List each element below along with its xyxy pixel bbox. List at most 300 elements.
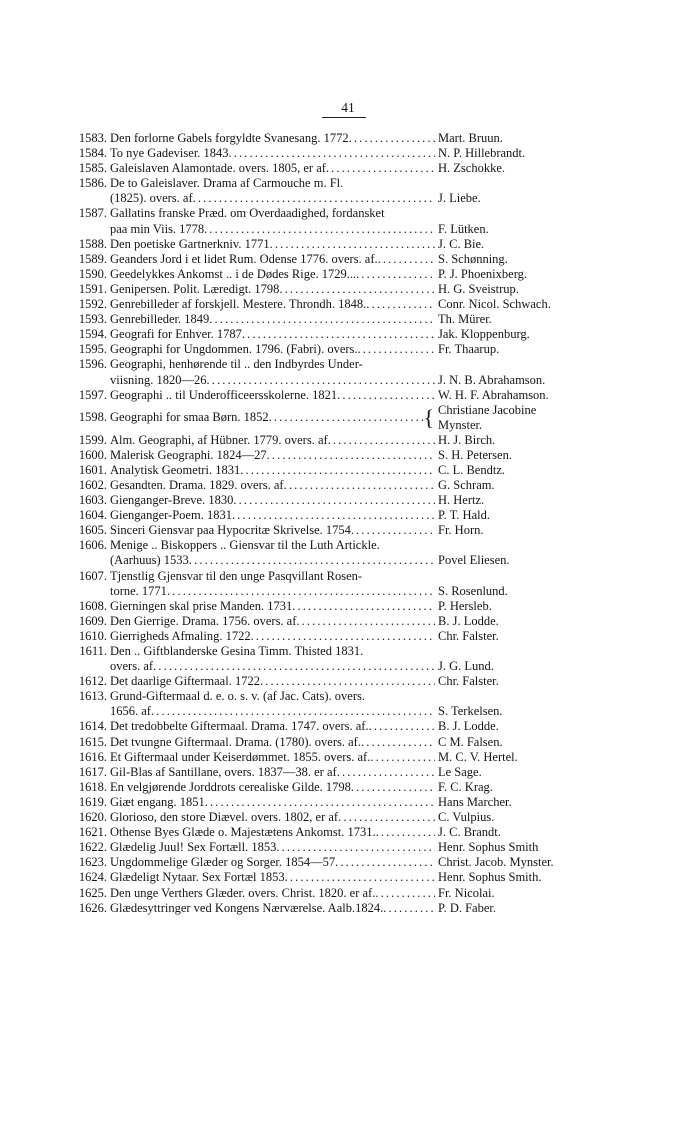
entry-body xyxy=(110,825,593,840)
entry-title: Glædeligt Nytaar. Sex Fortæl 1853 xyxy=(110,870,285,885)
entry-number: 1599. xyxy=(78,432,107,447)
entry-number: 1622. xyxy=(78,840,107,855)
catalog-entry xyxy=(73,599,593,614)
entry-number: 1609. xyxy=(78,613,107,628)
dot-leader xyxy=(251,629,435,644)
entry-body xyxy=(110,886,593,901)
entry-number: 1617. xyxy=(78,764,107,779)
dot-leader xyxy=(232,508,435,523)
entry-line xyxy=(110,237,593,252)
entry-line xyxy=(110,373,593,388)
entry-number: 1606. xyxy=(78,538,107,553)
entry-author: Henr. Sophus Smith xyxy=(438,840,539,855)
entry-title: Geographi, henhørende til .. den Indbyrdes Under- xyxy=(110,357,363,372)
entry-title-continuation: (Aarhuus) 1533 xyxy=(110,553,189,568)
entry-title: Giæt engang. 1851 xyxy=(110,794,205,809)
entry-author: J. G. Lund. xyxy=(438,659,494,674)
entry-line xyxy=(110,297,593,312)
entry-number: 1587. xyxy=(78,206,107,221)
entry-author: Th. Mürer. xyxy=(438,312,492,327)
catalog-entry xyxy=(73,448,593,463)
entry-author xyxy=(435,403,593,433)
entry-author: S. Terkelsen. xyxy=(438,704,503,719)
catalog-entry xyxy=(73,795,593,810)
dot-leader xyxy=(338,810,435,825)
entry-number: 1626. xyxy=(78,900,107,915)
entry-number: 1624. xyxy=(78,870,107,885)
entry-line xyxy=(110,493,593,508)
entry-line xyxy=(110,191,593,206)
entry-author: P. Hersleb. xyxy=(438,598,492,613)
dot-leader xyxy=(189,553,435,568)
catalog-entry xyxy=(73,825,593,840)
entry-number: 1585. xyxy=(78,161,107,176)
entry-author: J. C. Brandt. xyxy=(438,825,501,840)
entry-author: J. C. Bie. xyxy=(438,236,485,251)
entry-title: Ungdommelige Glæder og Sorger. 1854—57 xyxy=(110,855,336,870)
entry-author: Mart. Bruun. xyxy=(438,131,503,145)
dot-leader xyxy=(204,222,435,237)
entry-line xyxy=(110,704,593,719)
entry-author: H. Zschokke. xyxy=(438,161,505,176)
dot-leader xyxy=(151,704,435,719)
catalog-entry xyxy=(73,840,593,855)
entry-line xyxy=(110,403,593,433)
entry-body xyxy=(110,327,593,342)
entry-number: 1592. xyxy=(78,297,107,312)
entry-body xyxy=(110,176,593,206)
entry-author: J. Liebe. xyxy=(438,191,481,206)
entry-title: Analytisk Geometri. 1831 xyxy=(110,462,241,477)
entry-title: Genrebilleder. 1849 xyxy=(110,312,210,327)
dot-leader xyxy=(375,886,435,901)
entry-author: Conr. Nicol. Schwach. xyxy=(438,297,551,312)
entry-author-line: Mynster. xyxy=(438,417,483,432)
dot-leader xyxy=(376,825,435,840)
entry-body xyxy=(110,674,593,689)
entry-title: Malerisk Geographi. 1824—27 xyxy=(110,447,267,462)
catalog-entry xyxy=(73,780,593,795)
entry-line xyxy=(110,161,593,176)
catalog-entry xyxy=(73,644,593,674)
dot-leader xyxy=(328,433,435,448)
catalog-entry xyxy=(73,463,593,478)
catalog-entry xyxy=(73,342,593,357)
entry-line xyxy=(110,750,593,765)
entry-body xyxy=(110,870,593,885)
entry-author: B. J. Lodde. xyxy=(438,719,499,734)
dot-leader xyxy=(267,448,435,463)
entry-line xyxy=(110,312,593,327)
entry-author: J. N. B. Abrahamson. xyxy=(438,372,546,387)
entry-title: Det tvungne Giftermaal. Drama. (1780). overs. af. xyxy=(110,734,361,749)
entry-body xyxy=(110,719,593,734)
entry-body xyxy=(110,614,593,629)
dot-leader xyxy=(337,765,435,780)
entry-author: H. Hertz. xyxy=(438,493,485,508)
dot-leader xyxy=(337,388,435,403)
entry-title: Den Gierrige. Drama. 1756. overs. af xyxy=(110,613,297,628)
entry-number: 1618. xyxy=(78,779,107,794)
entry-title: Glorioso, den store Diævel. overs. 1802, er af xyxy=(110,810,339,825)
entry-title: Den .. Giftblanderske Gesina Timm. Thisted 1831. xyxy=(110,644,364,658)
entry-line xyxy=(110,538,593,553)
entry-body xyxy=(110,237,593,252)
catalog-entry xyxy=(73,493,593,508)
entry-author-line: Christiane Jacobine xyxy=(438,402,537,417)
entry-author: P. D. Faber. xyxy=(438,900,496,915)
entry-number: 1586. xyxy=(78,176,107,191)
entry-author: Le Sage. xyxy=(438,764,482,779)
entry-title: Geedelykkes Ankomst .. i de Dødes Rige. 1729... xyxy=(110,266,357,281)
entry-title-continuation: viisning. 1820—26 xyxy=(110,372,207,387)
entry-author: C. Vulpius. xyxy=(438,810,495,825)
entry-body xyxy=(110,901,593,916)
catalog-entry xyxy=(73,237,593,252)
entry-title: Tjenstlig Gjensvar til den unge Pasqvillant Rosen- xyxy=(110,568,363,583)
entry-line xyxy=(110,825,593,840)
dot-leader xyxy=(361,735,435,750)
entry-line xyxy=(110,795,593,810)
entry-body xyxy=(110,342,593,357)
dot-leader xyxy=(383,901,435,916)
entry-line xyxy=(110,810,593,825)
entry-title: Gierningen skal prise Manden. 1731 xyxy=(110,598,293,613)
entry-title: Gienganger-Breve. 1830 xyxy=(110,493,234,508)
catalog-entry xyxy=(73,478,593,493)
entry-author: F. Lütken. xyxy=(438,221,489,236)
entry-title: Gil-Blas af Santillane, overs. 1837—38. er af xyxy=(110,764,337,779)
entry-number: 1621. xyxy=(78,825,107,840)
entry-title-continuation: paa min Viis. 1778 xyxy=(110,221,205,236)
entry-line xyxy=(110,870,593,885)
entry-body xyxy=(110,493,593,508)
entry-title-continuation: overs. af xyxy=(110,659,154,674)
entry-number: 1615. xyxy=(78,734,107,749)
catalog-entry xyxy=(73,689,593,719)
entry-body xyxy=(110,780,593,795)
entry-body xyxy=(110,312,593,327)
entry-author: Jak. Kloppenburg. xyxy=(438,327,530,342)
entry-number: 1593. xyxy=(78,312,107,327)
entry-author: W. H. F. Abrahamson. xyxy=(438,387,549,402)
entry-line xyxy=(110,780,593,795)
catalog-entry xyxy=(73,312,593,327)
entry-title: Menige .. Biskoppers .. Giensvar til the Luth Artickle. xyxy=(110,538,380,553)
entry-author: B. J. Lodde. xyxy=(438,613,499,628)
catalog-entry xyxy=(73,357,593,387)
entry-line xyxy=(110,629,593,644)
entry-line xyxy=(110,584,593,599)
entry-line xyxy=(110,357,593,372)
entry-title: To nye Gadeviser. 1843 xyxy=(110,146,229,161)
entry-body xyxy=(110,297,593,312)
entry-number: 1589. xyxy=(78,251,107,266)
entry-number: 1605. xyxy=(78,523,107,538)
entry-line xyxy=(110,659,593,674)
entry-number: 1620. xyxy=(78,810,107,825)
entry-body xyxy=(110,523,593,538)
brace-glyph: { xyxy=(423,404,434,430)
entry-number: 1602. xyxy=(78,477,107,492)
entry-number: 1625. xyxy=(78,885,107,900)
entry-line xyxy=(110,388,593,403)
catalog-entry xyxy=(73,569,593,599)
entry-line xyxy=(110,719,593,734)
entry-body xyxy=(110,252,593,267)
entry-line xyxy=(110,901,593,916)
entry-title: De to Galeislaver. Drama af Carmouche m. Fl. xyxy=(110,176,344,191)
entry-body xyxy=(110,357,593,387)
entry-author: N. P. Hillebrandt. xyxy=(438,146,526,161)
entry-title: Den forlorne Gabels forgyldte Svanesang. 1772 xyxy=(110,131,349,145)
dot-leader xyxy=(349,131,435,146)
catalog-entry xyxy=(73,750,593,765)
entry-body xyxy=(110,765,593,780)
dot-leader xyxy=(351,780,435,795)
catalog-entry xyxy=(73,538,593,568)
entry-title: Geographi for Ungdommen. 1796. (Fabri). overs. xyxy=(110,342,358,357)
entry-title: Geographi .. til Underofficeersskolerne. 1821 xyxy=(110,387,338,402)
catalog-entry xyxy=(73,252,593,267)
entry-number: 1612. xyxy=(78,674,107,689)
entry-body xyxy=(110,267,593,282)
catalog-entry xyxy=(73,886,593,901)
entry-author: S. Schønning. xyxy=(438,251,508,266)
dot-leader xyxy=(296,614,435,629)
entry-number: 1598. xyxy=(78,410,107,425)
entry-number: 1600. xyxy=(78,447,107,462)
catalog-entry xyxy=(73,855,593,870)
catalog-entry xyxy=(73,161,593,176)
entry-line xyxy=(110,765,593,780)
entry-line xyxy=(110,644,593,659)
catalog-entry xyxy=(73,267,593,282)
entry-number: 1610. xyxy=(78,628,107,643)
entry-author: C. L. Bendtz. xyxy=(438,462,506,477)
entry-title: En velgjørende Jorddrots cerealiske Gilde. 1798 xyxy=(110,779,351,794)
entry-body xyxy=(110,750,593,765)
entry-title: Grund-Giftermaal d. e. o. s. v. (af Jac. Cats). overs. xyxy=(110,689,366,704)
catalog-entry xyxy=(73,508,593,523)
dot-leader xyxy=(229,146,435,161)
page-number-rule xyxy=(322,117,366,118)
catalog-entry xyxy=(73,433,593,448)
entry-title: Alm. Geographi, af Hübner. 1779. overs. af xyxy=(110,432,328,447)
entry-body xyxy=(110,840,593,855)
entry-title: Gienganger-Poem. 1831 xyxy=(110,508,232,523)
entry-line xyxy=(110,569,593,584)
entry-title: Othense Byes Glæde o. Majestætens Ankomst. 1731. xyxy=(110,825,376,840)
entry-author: Chr. Falster. xyxy=(438,628,499,643)
entry-line xyxy=(110,735,593,750)
entry-body xyxy=(110,161,593,176)
entry-line xyxy=(110,553,593,568)
entry-title: Det daarlige Giftermaal. 1722 xyxy=(110,674,260,689)
entry-body xyxy=(110,206,593,236)
dot-leader xyxy=(209,312,435,327)
entry-title: Geografi for Enhver. 1787 xyxy=(110,327,242,342)
entry-title: Gierrigheds Afmaling. 1722 xyxy=(110,628,251,643)
entry-number: 1583. xyxy=(78,131,107,145)
entry-line xyxy=(110,463,593,478)
entry-title: Gesandten. Drama. 1829. overs. af xyxy=(110,477,284,492)
entry-line xyxy=(110,252,593,267)
dot-leader xyxy=(240,463,435,478)
catalog-entry xyxy=(73,674,593,689)
entry-line xyxy=(110,342,593,357)
dot-leader xyxy=(351,523,435,538)
dot-leader xyxy=(284,478,435,493)
entry-body xyxy=(110,644,593,674)
entry-author: Povel Eliesen. xyxy=(438,553,510,568)
entry-title: Genrebilleder af forskjell. Mestere. Throndh. 1848. xyxy=(110,297,367,312)
dot-leader xyxy=(285,870,435,885)
entry-body xyxy=(110,508,593,523)
entry-author: Fr. Horn. xyxy=(438,523,484,538)
entry-number: 1594. xyxy=(78,327,107,342)
entry-body xyxy=(110,599,593,614)
entry-number: 1595. xyxy=(78,342,107,357)
entry-author: Henr. Sophus Smith. xyxy=(438,870,542,885)
entry-line xyxy=(110,131,593,146)
entry-line xyxy=(110,206,593,221)
dot-leader xyxy=(369,719,435,734)
entry-title-continuation: torne. 1771 xyxy=(110,583,167,598)
entry-body xyxy=(110,855,593,870)
entry-author: H. G. Sveistrup. xyxy=(438,281,519,296)
entry-title: Genipersen. Polit. Læredigt. 1798 xyxy=(110,281,280,296)
entry-line xyxy=(110,674,593,689)
page-number: 41 xyxy=(341,100,355,115)
entry-number: 1588. xyxy=(78,236,107,251)
entry-number: 1613. xyxy=(78,689,107,704)
entry-author: Fr. Thaarup. xyxy=(438,342,500,357)
entry-number: 1614. xyxy=(78,719,107,734)
entry-author: P. T. Hald. xyxy=(438,508,490,523)
catalog-entry xyxy=(73,523,593,538)
dot-leader xyxy=(167,584,435,599)
entry-body xyxy=(110,448,593,463)
catalog-entry xyxy=(73,614,593,629)
dot-leader xyxy=(260,674,435,689)
entry-line xyxy=(110,599,593,614)
entry-line xyxy=(110,855,593,870)
entry-body xyxy=(110,538,593,568)
entry-body xyxy=(110,689,593,719)
entry-number: 1608. xyxy=(78,598,107,613)
entry-body xyxy=(110,629,593,644)
dot-leader xyxy=(153,659,435,674)
entry-title: Galeislaven Alamontade. overs. 1805, er af xyxy=(110,161,326,176)
entry-title: Den poetiske Gartnerkniv. 1771 xyxy=(110,236,270,251)
entry-author: Christ. Jacob. Mynster. xyxy=(438,855,554,870)
catalog-entry xyxy=(73,297,593,312)
catalog-entry xyxy=(73,206,593,236)
dot-leader xyxy=(207,373,435,388)
entry-body xyxy=(110,463,593,478)
entry-body xyxy=(110,735,593,750)
entry-number: 1616. xyxy=(78,749,107,764)
entry-title: Sinceri Giensvar paa Hypocritæ Skrivelse. 1754 xyxy=(110,523,351,538)
entry-number: 1607. xyxy=(78,568,107,583)
entry-author: M. C. V. Hertel. xyxy=(438,749,518,764)
entry-line xyxy=(110,222,593,237)
entry-author: C M. Falsen. xyxy=(438,734,503,749)
entry-author: H. J. Birch. xyxy=(438,432,496,447)
entry-number: 1623. xyxy=(78,855,107,870)
dot-leader xyxy=(326,161,435,176)
dot-leader xyxy=(269,410,424,425)
entry-title: Glædelig Juul! Sex Fortæll. 1853 xyxy=(110,840,277,855)
entry-line xyxy=(110,146,593,161)
catalog-entry xyxy=(73,629,593,644)
entry-number: 1596. xyxy=(78,357,107,372)
entry-number: 1597. xyxy=(78,387,107,402)
dot-leader xyxy=(366,297,435,312)
entry-title: Et Giftermaal under Keiserdømmet. 1855. overs. af. xyxy=(110,749,371,764)
entry-line xyxy=(110,433,593,448)
catalog-entry xyxy=(73,403,593,433)
entry-title-continuation: 1656. af xyxy=(110,704,151,719)
entry-body xyxy=(110,569,593,599)
entry-author: Fr. Nicolai. xyxy=(438,885,495,900)
dot-leader xyxy=(276,840,435,855)
catalog-entry xyxy=(73,901,593,916)
entry-line xyxy=(110,886,593,901)
entry-line xyxy=(110,327,593,342)
entry-number: 1590. xyxy=(78,266,107,281)
entry-number: 1591. xyxy=(78,281,107,296)
entry-line xyxy=(110,282,593,297)
entry-line xyxy=(110,267,593,282)
entry-number: 1619. xyxy=(78,794,107,809)
catalog-entry xyxy=(73,176,593,206)
catalog-entry xyxy=(73,870,593,885)
entry-body xyxy=(110,810,593,825)
entry-line xyxy=(110,840,593,855)
dot-leader xyxy=(358,342,435,357)
entry-body xyxy=(110,131,593,146)
dot-leader xyxy=(270,237,435,252)
entry-line xyxy=(110,614,593,629)
dot-leader xyxy=(193,191,435,206)
entry-title-continuation: (1825). overs. af xyxy=(110,191,193,206)
entry-line xyxy=(110,508,593,523)
entry-line xyxy=(110,689,593,704)
entry-author: P. J. Phoenixberg. xyxy=(438,266,528,281)
catalog-entry xyxy=(73,765,593,780)
dot-leader xyxy=(356,267,435,282)
catalog-entry xyxy=(73,282,593,297)
dot-leader xyxy=(233,493,435,508)
entry-body xyxy=(110,433,593,448)
entry-body xyxy=(110,388,593,403)
entry-number: 1601. xyxy=(78,462,107,477)
catalog-entry xyxy=(73,810,593,825)
entry-author: S. Rosenlund. xyxy=(438,583,508,598)
entry-body xyxy=(110,478,593,493)
catalog-entry xyxy=(73,327,593,342)
dot-leader xyxy=(205,795,435,810)
catalog-entry xyxy=(73,146,593,161)
dot-leader xyxy=(335,855,435,870)
catalog-entry xyxy=(73,131,593,146)
dot-leader xyxy=(242,327,435,342)
entry-title: Den unge Verthers Glæder. overs. Christ. 1820. er af. xyxy=(110,885,376,900)
entry-number: 1611. xyxy=(79,644,107,658)
entry-number: 1604. xyxy=(78,508,107,523)
